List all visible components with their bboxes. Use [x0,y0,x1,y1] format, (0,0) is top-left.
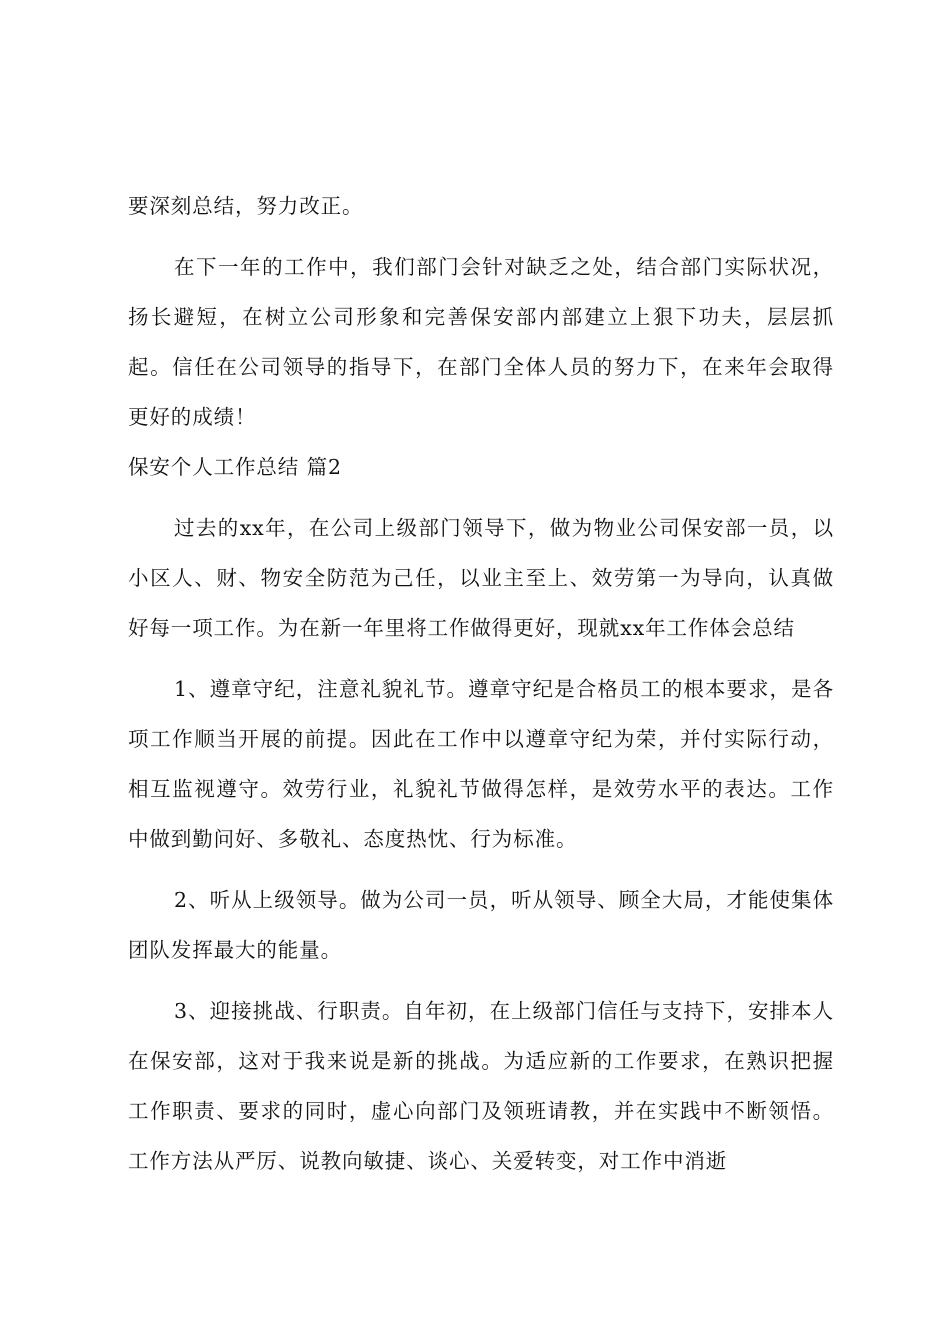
paragraph-intro: 过去的xx年，在公司上级部门领导下，做为物业公司保安部一员，以小区人、财、物安全防范为己任，以业主至上、效劳第一为导向，认真做好每一项工作。为在新一年里将工作做得更好，现就xx年工作体会总结 [128,516,834,640]
paragraph-item-3: 3、迎接挑战、行职责。自年初，在上级部门信任与支持下，安排本人在保安部，这对于我来说是新的挑战。为适应新的工作要求，在熟识把握工作职责、要求的同时，虚心向部门及领班请教，并在实践中不断领悟。工作方法从严厉、说教向敏捷、谈心、关爱转变，对工作中消逝 [128,999,834,1173]
paragraph-item-1: 1、遵章守纪，注意礼貌礼节。遵章守纪是合格员工的根本要求，是各项工作顺当开展的前提。因此在工作中以遵章守纪为荣，并付实际行动，相互监视遵守。效劳行业，礼貌礼节做得怎样，是效劳水平的表达。工作中做到勤问好、多敬礼、态度热忱、行为标准。 [128,677,834,851]
section-heading: 保安个人工作总结 篇2 [128,455,342,479]
paragraph-item-2: 2、听从上级领导。做为公司一员，听从领导、顾全大局，才能使集体团队发挥最大的能量。 [128,888,834,962]
paragraph-next-year-plan: 在下一年的工作中，我们部门会针对缺乏之处，结合部门实际状况，扬长避短，在树立公司形象和完善保安部内部建立上狠下功夫，层层抓起。信任在公司领导的指导下，在部门全体人员的努力下，在来年会取得更好的成绩！ [128,255,834,429]
paragraph-continuation: 要深刻总结，努力改正。 [128,194,364,218]
document-body [128,181,834,1186]
